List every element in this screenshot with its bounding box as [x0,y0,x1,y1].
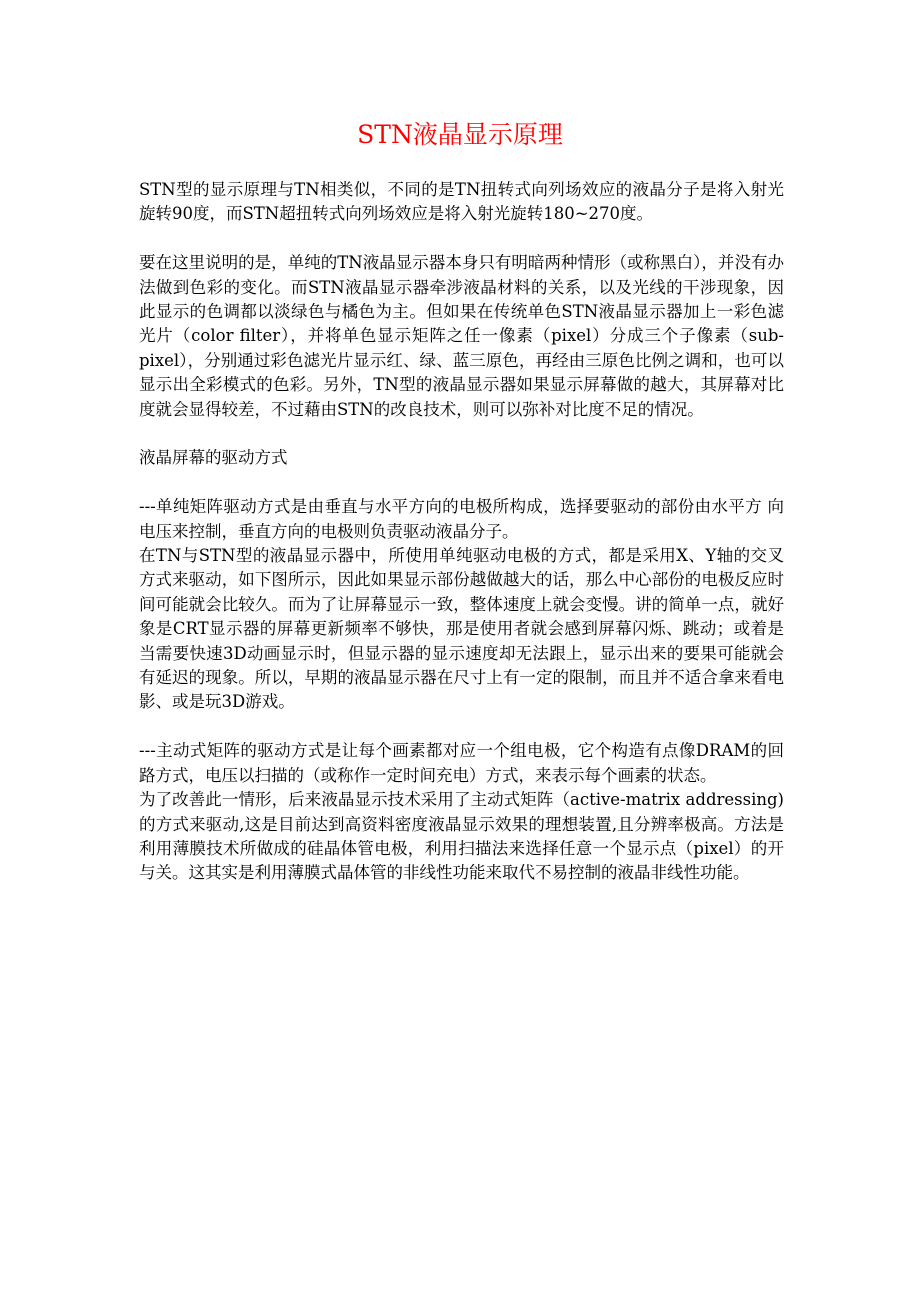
paragraph-spacer [139,471,784,495]
paragraph-passive-matrix-detail: 在TN与STN型的液晶显示器中，所使用单纯驱动电极的方式，都是采用X、Y轴的交叉方式来驱动，如下图所示，因此如果显示部份越做越大的话，那么中心部份的电极反应时间可能就会比较久。而为了让屏幕显示一致，整体速度上就会变慢。讲的简单一点，就好象是CRT显示器的屏幕更新频率不够快，那是使用者就会感到屏幕闪烁、跳动；或着是当需要快速3D动画显示时，但显示器的显示速度却无法跟上，显示出来的要果可能就会有延迟的现象。所以，早期的液晶显示器在尺寸上有一定的限制，而且并不适合拿来看电影、或是玩3D游戏。 [139,546,784,712]
paragraph-spacer [139,227,784,251]
paragraph-stn-principle: STN型的显示原理与TN相类似，不同的是TN扭转式向列场效应的液晶分子是将入射光旋转90度，而STN超扭转式向列场效应是将入射光旋转180~270度。 [139,180,784,224]
paragraph-active-matrix: ---主动式矩阵的驱动方式是让每个画素都对应一个组电极，它个构造有点像DRAM的回路方式，电压以扫描的（或称作一定时间充电）方式，来表示每个画素的状态。 [139,741,784,785]
paragraph-color-filter: 要在这里说明的是，单纯的TN液晶显示器本身只有明暗两种情形（或称黑白），并没有办法做到色彩的变化。而STN液晶显示器牵涉液晶材料的关系，以及光线的干涉现象，因此显示的色调都以淡绿色与橘色为主。但如果在传统单色STN液晶显示器加上一彩色滤光片（color filter），并将单色显示矩阵之任一像素（pixel）分成三个子像素（sub-pixel），分别通过彩色滤光片显示红、绿、蓝三原色，再经由三原色比例之调和，也可以显示出全彩模式的色彩。另外，TN型的液晶显示器如果显示屏幕做的越大，其屏幕对比度就会显得较差，不过藉由STN的改良技术，则可以弥补对比度不足的情况。 [139,253,784,419]
paragraph-active-matrix-detail: 为了改善此一情形，后来液晶显示技术采用了主动式矩阵（active-matrix addressing)的方式来驱动,这是目前达到高资料密度液晶显示效果的理想装置,且分辨率极高。方法是利用薄膜技术所做成的硅晶体管电极，利用扫描法来选择任意一个显示点（pixel）的开与关。这其实是利用薄膜式晶体管的非线性功能来取代不易控制的液晶非线性功能。 [139,790,784,883]
paragraph-spacer [139,422,784,446]
document-body [139,178,784,886]
paragraph-passive-matrix: ---单纯矩阵驱动方式是由垂直与水平方向的电极所构成，选择要驱动的部份由水平方 向电压来控制，垂直方向的电极则负责驱动液晶分子。 [139,497,784,541]
paragraph-spacer [139,715,784,739]
section-heading-drive-method: 液晶屏幕的驱动方式 [139,448,288,468]
document-title: STN液晶显示原理 [357,120,563,149]
